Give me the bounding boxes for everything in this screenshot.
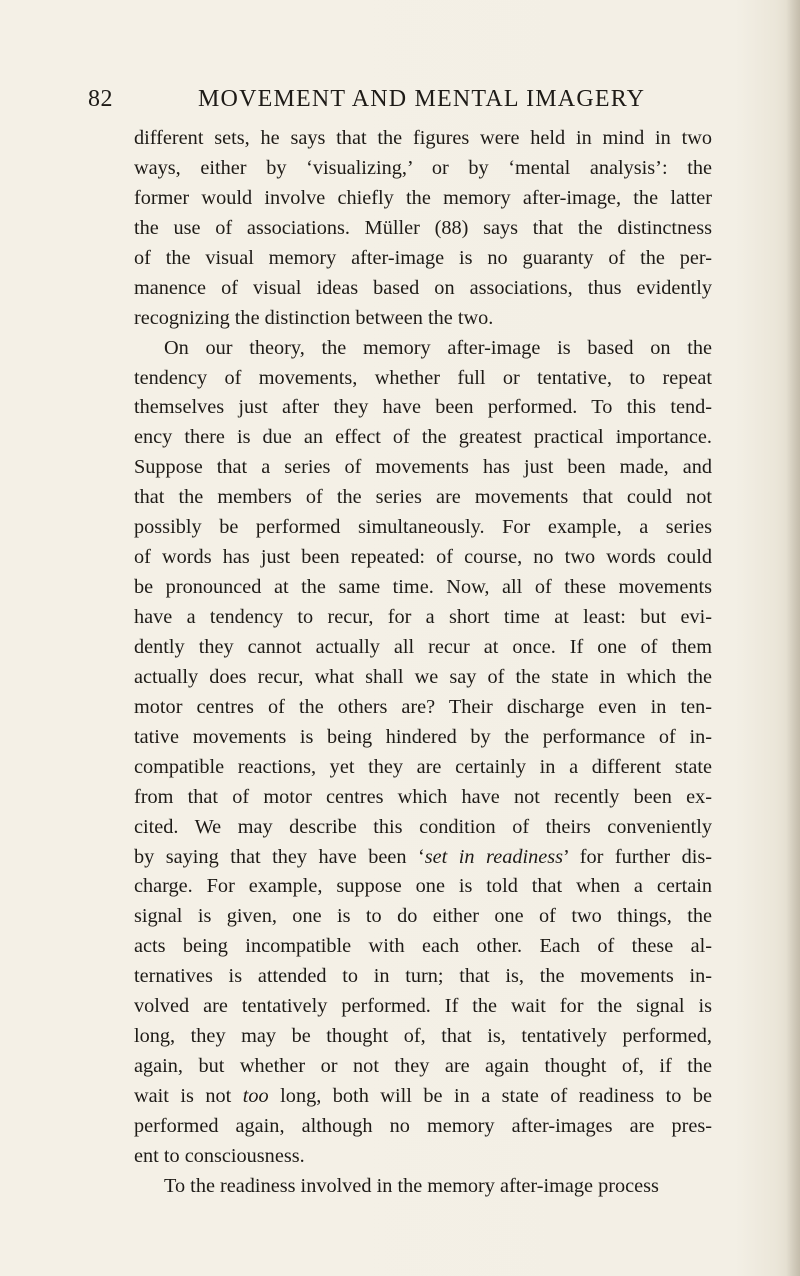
- page-number: 82: [88, 86, 113, 112]
- text-line: actually does recur, what shall we say of the state in which the: [134, 665, 712, 688]
- text-line: recognizing the distinction between the two.: [134, 306, 494, 329]
- text-line: themselves just after they have been performed. To this tend-: [134, 396, 712, 419]
- text-line: of words has just been repeated: of course, no two words could: [134, 546, 712, 569]
- text-line: of the visual memory after-image is no guaranty of the per-: [134, 246, 712, 269]
- text-line: former would involve chiefly the memory after-image, the latter: [134, 186, 712, 209]
- text-line: long, they may be thought of, that is, tentatively performed,: [134, 1025, 712, 1048]
- text-segment: ’ for further dis-: [563, 845, 712, 868]
- text-line: charge. For example, suppose one is told that when a certain: [134, 875, 712, 898]
- text-line: On our theory, the memory after-image is based on the: [164, 336, 712, 359]
- text-line-with-italic: [134, 843, 712, 873]
- text-line: possibly be performed simultaneously. For example, a series: [134, 516, 712, 539]
- text-line: tendency of movements, whether full or tentative, to repeat: [134, 366, 712, 389]
- text-line: have a tendency to recur, for a short time at least: but evi-: [134, 606, 712, 628]
- text-line: different sets, he says that the figures were held in mind in two: [134, 127, 712, 149]
- text-line: again, but whether or not they are again thought of, if the: [134, 1055, 712, 1078]
- text-line-with-italic: [134, 1082, 712, 1112]
- text-segment: wait is not: [134, 1085, 243, 1107]
- text-line: the use of associations. Müller (88) says that the distinctness: [134, 216, 712, 239]
- italic-word: too: [242, 1085, 269, 1107]
- text-segment: long, both will be in a state of readiness to be: [268, 1085, 712, 1107]
- page-edge-shadow: [786, 0, 800, 1276]
- text-line: signal is given, one is to do either one of two things, the: [134, 905, 712, 928]
- text-line: be pronounced at the same time. Now, all of these movements: [134, 576, 712, 599]
- text-line: performed again, although no memory after-images are pres-: [134, 1114, 712, 1137]
- text-line: cited. We may describe this condition of theirs conveniently: [134, 815, 712, 838]
- text-line: Suppose that a series of movements has just been made, and: [134, 456, 712, 479]
- text-line: from that of motor centres which have not recently been ex-: [134, 785, 712, 808]
- text-line: that the members of the series are movements that could not: [134, 486, 712, 509]
- italic-phrase: set in readiness: [424, 845, 564, 868]
- text-line: volved are tentatively performed. If the wait for the signal is: [134, 995, 712, 1018]
- text-line: ways, either by ‘visualizing,’ or by ‘mental analysis’: the: [134, 156, 712, 179]
- text-line: ternatives is attended to in turn; that is, the movements in-: [134, 965, 712, 988]
- text-segment: by saying that they have been ‘: [134, 845, 425, 868]
- text-line: manence of visual ideas based on associations, thus evidently: [134, 276, 712, 299]
- text-line: motor centres of the others are? Their discharge even in ten-: [134, 695, 712, 718]
- running-header: [88, 86, 714, 120]
- running-title: MOVEMENT AND MENTAL IMAGERY: [198, 86, 646, 112]
- body-text: [134, 124, 712, 1202]
- text-line: tative movements is being hindered by the performance of in-: [134, 725, 712, 748]
- text-line: compatible reactions, yet they are certainly in a different state: [134, 755, 712, 778]
- text-line: To the readiness involved in the memory after-image process: [164, 1174, 659, 1197]
- text-line: acts being incompatible with each other. Each of these al-: [134, 935, 712, 958]
- text-line: ency there is due an effect of the greatest practical importance.: [134, 426, 712, 449]
- text-line: dently they cannot actually all recur at once. If one of them: [134, 635, 712, 658]
- text-line: ent to consciousness.: [134, 1144, 305, 1167]
